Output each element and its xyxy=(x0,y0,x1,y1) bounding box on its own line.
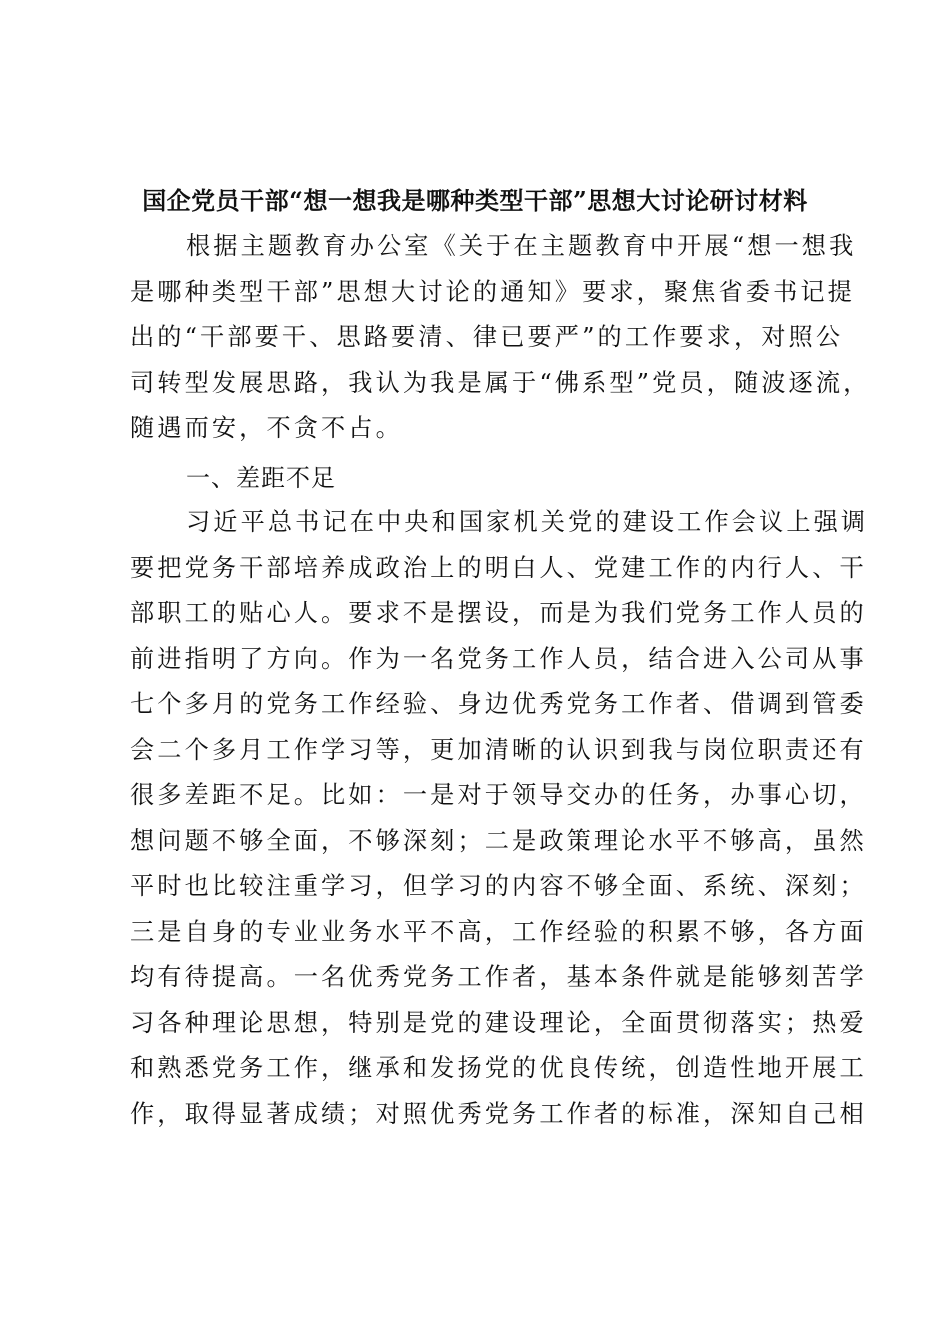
paragraph-line: 前进指明了方向。作为一名党务工作人员，结合进入公司从事 xyxy=(130,644,867,673)
paragraph-line: 很多差距不足。比如：一是对于领导交办的任务，办事心切， xyxy=(130,781,867,809)
paragraph-line: 根据主题教育办公室《关于在主题教育中开展“想一想我 xyxy=(186,232,857,260)
section-paragraph xyxy=(130,500,869,1137)
paragraph-line: 习各种理论思想，特别是党的建设理论，全面贯彻落实；热爱 xyxy=(130,1008,867,1037)
paragraph-line: 随遇而安，不贪不占。 xyxy=(130,414,403,442)
intro-paragraph xyxy=(130,224,871,452)
paragraph-line: 平时也比较注重学习，但学习的内容不够全面、系统、深刻； xyxy=(130,872,867,900)
paragraph-line: 和熟悉党务工作，继承和发扬党的优良传统，创造性地开展工 xyxy=(130,1054,867,1082)
paragraph-line: 是哪种类型干部”思想大讨论的通知》要求，聚焦省委书记提 xyxy=(130,277,855,306)
paragraph-line: 三是自身的专业业务水平不高，工作经验的积累不够，各方面 xyxy=(130,917,867,946)
paragraph-line: 部职工的贴心人。要求不是摆设，而是为我们党务工作人员的 xyxy=(130,599,867,627)
paragraph-line: 会二个多月工作学习等，更加清晰的认识到我与岗位职责还有 xyxy=(130,735,867,764)
paragraph-line: 习近平总书记在中央和国家机关党的建设工作会议上强调 xyxy=(186,508,869,536)
paragraph-line: 司转型发展思路，我认为我是属于“佛系型”党员，随波逐流， xyxy=(130,368,871,397)
paragraph-line: 想问题不够全面，不够深刻；二是政策理论水平不够高，虽然 xyxy=(130,826,867,855)
paragraph-line: 均有待提高。一名优秀党务工作者，基本条件就是能够刻苦学 xyxy=(130,963,867,991)
paragraph-line: 作，取得显著成绩；对照优秀党务工作者的标准，深知自己相 xyxy=(130,1099,867,1128)
paragraph-line: 七个多月的党务工作经验、身边优秀党务工作者、借调到管委 xyxy=(130,690,867,718)
paragraph-line: 出的“干部要干、思路要清、律已要严”的工作要求，对照公 xyxy=(130,323,844,351)
document-title: 国企党员干部“想一想我是哪种类型干部”思想大讨论研讨材料 xyxy=(142,186,808,215)
paragraph-line: 要把党务干部培养成政治上的明白人、党建工作的内行人、干 xyxy=(130,553,867,582)
section-heading: 一、差距不足 xyxy=(186,464,336,492)
